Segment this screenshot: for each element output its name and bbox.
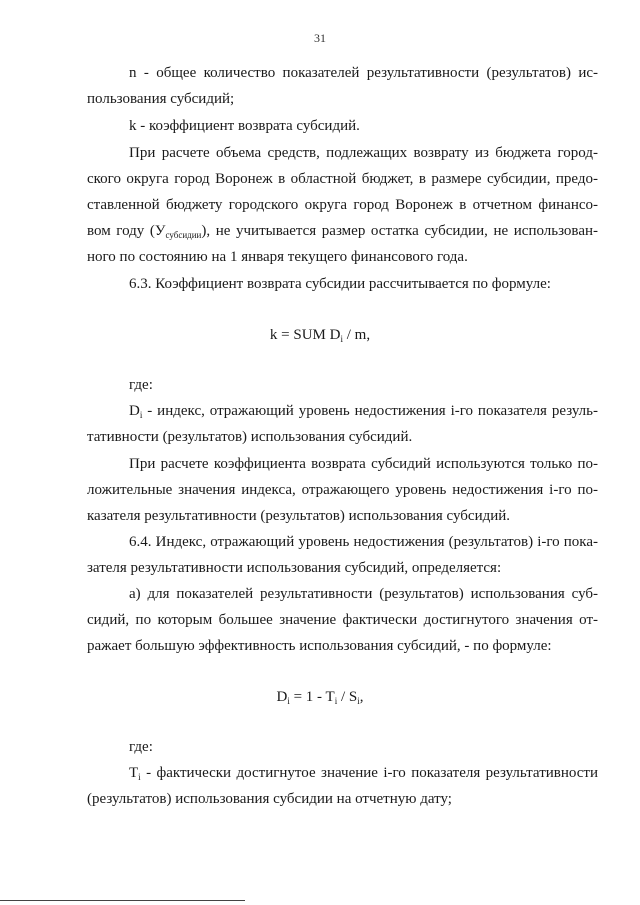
text-line: казателя результативности (результатов) использования субсидий. xyxy=(87,508,511,524)
formula-fragment: , xyxy=(359,689,364,705)
text-line-with-subscript xyxy=(129,402,598,425)
text-fragment: - фактически достигнутое значение i-го показателя результативности xyxy=(140,765,598,781)
formula-fragment: / m, xyxy=(342,327,371,343)
text-line: ного по состоянию на 1 января текущего финансового года. xyxy=(87,249,468,265)
formula-fragment: k = SUM D xyxy=(269,327,341,343)
subscript: субсидии xyxy=(165,230,202,240)
text-line: (результатов) использования субсидии на отчетную дату; xyxy=(87,791,452,807)
text-line: 6.3. Коэффициент возврата субсидии рассчитывается по формуле: xyxy=(129,276,551,292)
text-line: зателя результативности использования субсидий, определяется: xyxy=(87,560,502,576)
subscript: i xyxy=(138,772,141,782)
formula-fragment: = 1 - T xyxy=(289,689,335,705)
text-line: где: xyxy=(129,739,153,755)
text-line: ражает большую эффективность использования субсидий, - по формуле: xyxy=(87,638,552,654)
text-fragment: - индекс, отражающий уровень недостижения i-го показателя резуль- xyxy=(142,403,598,419)
text-line: тативности (результатов) использования субсидий. xyxy=(87,429,413,445)
text-line: ставленной бюджету городского округа город Воронеж в отчетном финансо- xyxy=(87,197,598,213)
text-line-with-subscript xyxy=(129,764,598,787)
formula-d xyxy=(0,688,640,711)
formula-subscript: i xyxy=(357,696,360,706)
text-fragment: T xyxy=(129,765,139,781)
page-bottom-rule xyxy=(0,900,245,901)
formula-k xyxy=(0,326,640,349)
formula-subscript: i xyxy=(287,696,290,706)
text-fragment: ), не учитывается размер остатка субсидии, не использован- xyxy=(201,223,598,239)
formula-subscript: i xyxy=(334,696,338,706)
text-line: При расчете коэффициента возврата субсидий используются только по- xyxy=(129,456,598,472)
text-line-with-subscript xyxy=(87,222,598,245)
text-fragment: вом году (У xyxy=(87,223,166,239)
text-fragment: D xyxy=(129,403,140,419)
text-line: k - коэффициент возврата субсидий. xyxy=(129,118,360,134)
text-line: ского округа город Воронеж в областной бюджет, в размере субсидии, предо- xyxy=(87,171,598,187)
text-line: n - общее количество показателей результативности (результатов) ис- xyxy=(129,65,598,81)
text-line: ложительные значения индекса, отражающего уровень недостижения i-го по- xyxy=(87,482,598,498)
text-line: При расчете объема средств, подлежащих возврату из бюджета город- xyxy=(129,145,598,161)
text-line: сидий, по которым большее значение фактически достигнутого значения от- xyxy=(87,612,598,628)
subscript: i xyxy=(139,410,143,420)
formula-subscript: i xyxy=(340,334,343,344)
formula-fragment: / S xyxy=(337,689,358,705)
text-line: а) для показателей результативности (результатов) использования суб- xyxy=(129,586,598,602)
page-number: 31 xyxy=(314,31,326,45)
text-line: 6.4. Индекс, отражающий уровень недостижения (результатов) i-го пока- xyxy=(129,534,598,550)
formula-fragment: D xyxy=(276,689,288,705)
text-line: где: xyxy=(129,377,153,393)
text-line: пользования субсидий; xyxy=(87,91,235,107)
